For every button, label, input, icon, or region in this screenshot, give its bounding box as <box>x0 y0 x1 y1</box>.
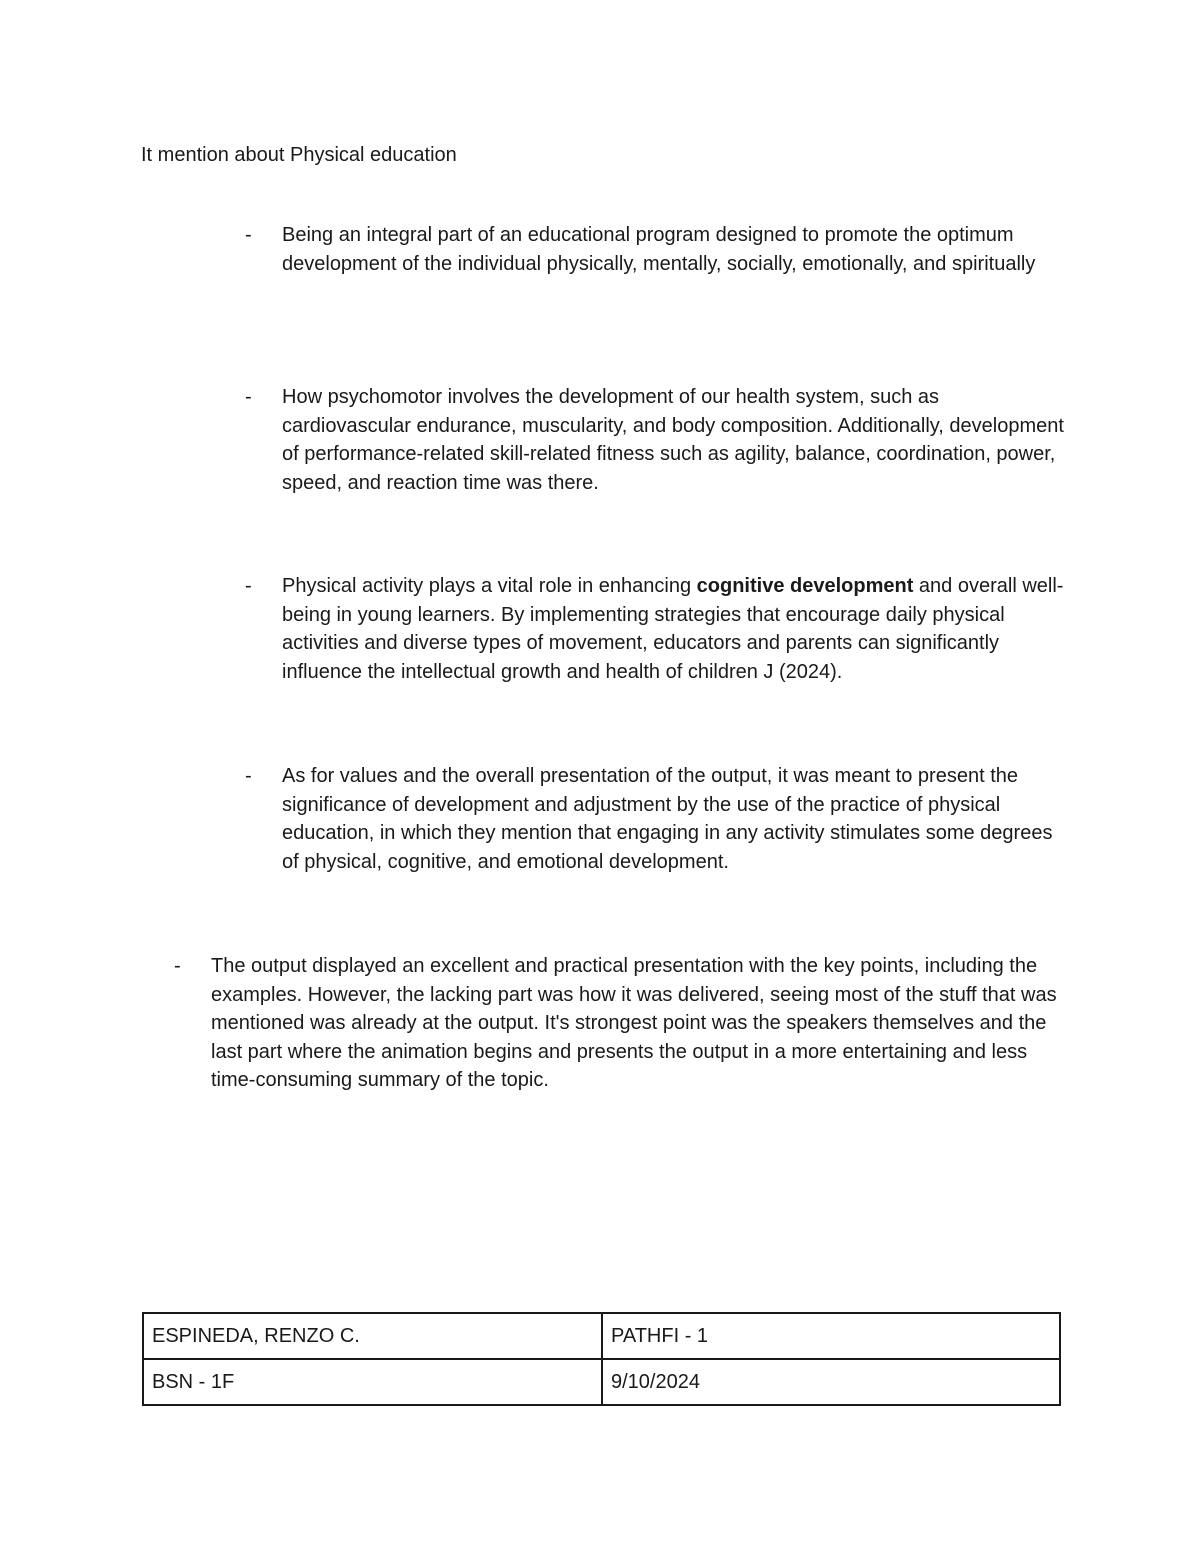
student-name-cell: ESPINEDA, RENZO C. <box>143 1313 602 1359</box>
bullet-text: How psychomotor involves the development of our health system, such as cardiovascular endurance, muscularity, and body composition. Additionally, development of performance-related skill-related fitness such as agility, balance, coordination, power, speed, and reaction time was there. <box>282 386 1064 494</box>
student-info-table <box>142 1312 1061 1406</box>
bullet-text <box>282 572 1072 686</box>
bullet-text-before: Physical activity plays a vital role in enhancing <box>282 575 697 597</box>
bullet-text: Being an integral part of an educational program designed to promote the optimum development of the individual physically, mentally, socially, emotionally, and spiritually <box>282 224 1036 275</box>
section-cell: BSN - 1F <box>143 1359 602 1405</box>
bullet-marker: - <box>245 386 252 408</box>
bullet-marker: - <box>245 765 252 787</box>
bullet-marker: - <box>245 575 252 597</box>
bold-phrase: cognitive development <box>696 575 914 597</box>
bullet-text-after: and overall well-being in young learners. By implementing strategies that encourage daily physical activities and diverse types of movement, educators and parents can significantly influence the intellectual growth and health of children J (2024). <box>282 575 1064 683</box>
bullet-marker: - <box>245 224 252 246</box>
course-code-cell: PATHFI - 1 <box>602 1313 1060 1359</box>
intro-line: It mention about Physical education <box>141 144 457 166</box>
table-row <box>143 1359 1060 1405</box>
date-cell: 9/10/2024 <box>602 1359 1060 1405</box>
table-row <box>143 1313 1060 1359</box>
bullet-text: The output displayed an excellent and practical presentation with the key points, including the examples. However, the lacking part was how it was delivered, seeing most of the stuff that was mentioned was already at the output. It's strongest point was the speakers themselves and the last part where the animation begins and presents the output in a more entertaining and less time-consuming summary of the topic. <box>211 955 1057 1091</box>
bullet-marker: - <box>174 955 181 977</box>
bullet-text: As for values and the overall presentation of the output, it was meant to present the significance of development and adjustment by the use of the practice of physical education, in which they mention that engaging in any activity stimulates some degrees of physical, cognitive, and emotional development. <box>282 765 1053 873</box>
